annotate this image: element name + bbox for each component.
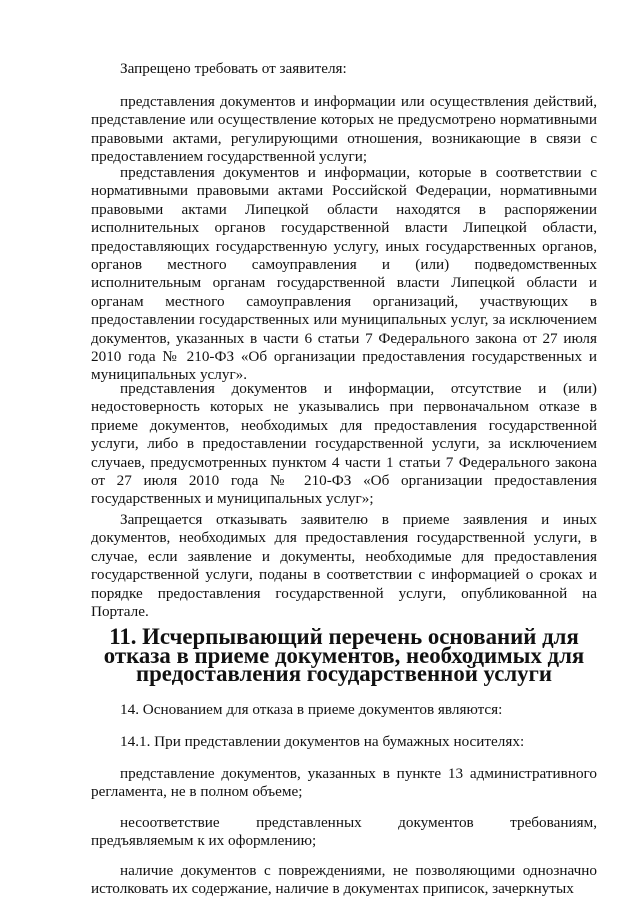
paragraph — [91, 60, 597, 78]
paragraph-text: представление документов, указанных в пункте 13 административного регламента, не в полном объеме; — [91, 765, 597, 801]
paragraph-text: 14. Основанием для отказа в приеме документов являются: — [120, 701, 503, 718]
paragraph — [91, 164, 597, 385]
paragraph — [91, 380, 597, 509]
paragraph — [91, 701, 597, 719]
paragraph — [91, 765, 597, 802]
paragraph — [91, 511, 597, 621]
paragraph-text: представления документов и информации или осуществления действий, представление или осуществление которых не предусмотрено нормативными правовыми актами, регулирующими отношения, возникающие в связи с предоставлением государственной услуги; — [91, 93, 597, 166]
section-heading: 11. Исчерпывающий перечень оснований для отказа в приеме документов, необходимых для предоставления государственной услуги — [103, 624, 585, 687]
paragraph-text: Запрещено требовать от заявителя: — [120, 60, 347, 77]
paragraph-text: наличие документов с повреждениями, не позволяющими однозначно истолковать их содержание, наличие в документах приписок, зачеркнутых — [91, 862, 597, 898]
paragraph-text: несоответствие представленных документов требованиям, предъявляемым к их оформлению; — [91, 814, 597, 850]
paragraph — [91, 862, 597, 899]
paragraph-text: 14.1. При представлении документов на бумажных носителях: — [120, 733, 525, 750]
paragraph — [91, 93, 597, 167]
paragraph-text: Запрещается отказывать заявителю в приеме заявления и иных документов, необходимых для предоставления государственной услуги, в случае, если заявление и документы, необходимые для предоставления государственной услуги, поданы в соответствии с информацией о сроках и порядке предоставления государственной услуги, опубликованной на Портале. — [91, 511, 597, 621]
paragraph-text: представления документов и информации, которые в соответствии с нормативными правовыми актами Российской Федерации, нормативными правовыми актами Липецкой области находятся в распоряжении исполнительных органов государственной власти Липецкой области, предоставляющих государственную услугу, иных государственных органов, органов местного самоуправления и (или) подведомственных исполнительным органам государственной власти Липецкой области и органам местного самоуправления организаций, участвующих в предоставлении государственных или муниципальных услуг, за исключением документов, указанных в части 6 статьи 7 Федерального закона от 27 июля 2010 года № 210-ФЗ «Об организации предоставления государственных и муниципальных услуг». — [91, 164, 597, 384]
paragraph — [91, 814, 597, 851]
paragraph — [91, 733, 597, 751]
paragraph-text: представления документов и информации, отсутствие и (или) недостоверность которых не указывались при первоначальном отказе в приеме документов, необходимых для предоставления государственной услуги, либо в предоставлении государственной услуги, за исключением случаев, предусмотренных пунктом 4 части 1 статьи 7 Федерального закона от 27 июля 2010 года № 210-ФЗ «Об организации предоставления государственных и муниципальных услуг»; — [91, 380, 597, 508]
